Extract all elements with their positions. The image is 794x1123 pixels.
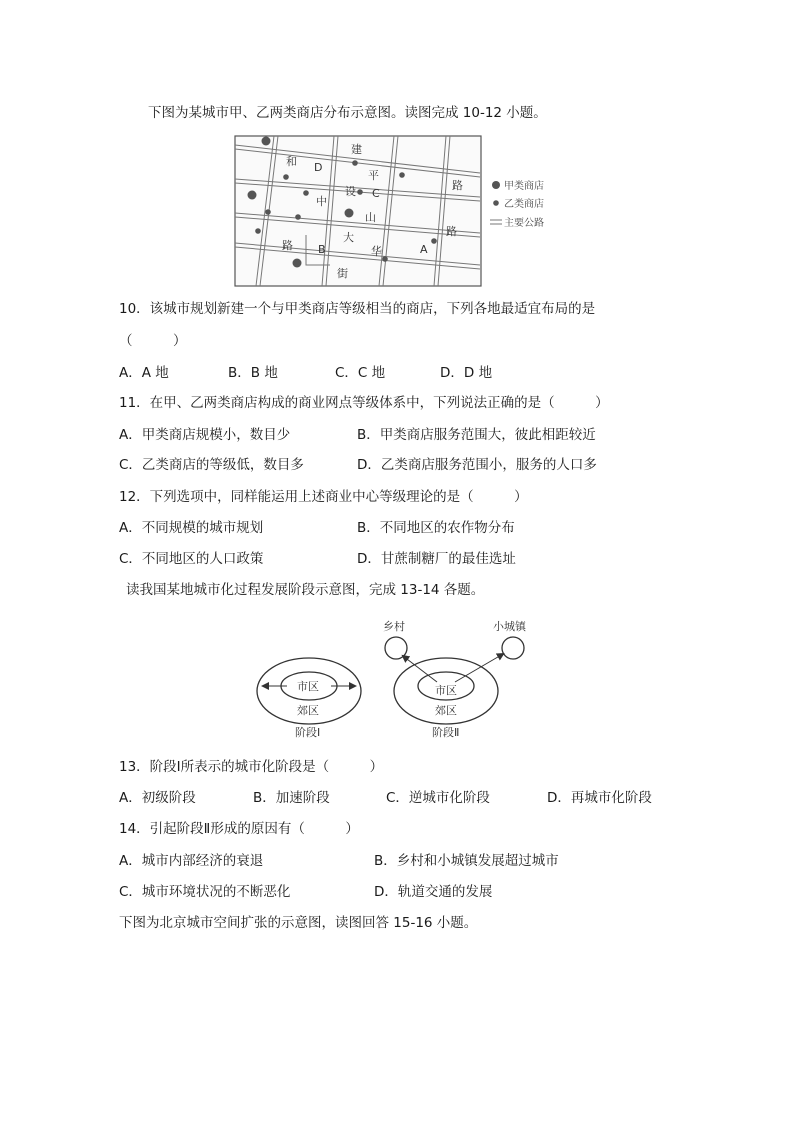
stage1-caption: 阶段Ⅰ — [295, 726, 321, 739]
map-label-A: A — [420, 243, 428, 256]
village-circle — [385, 637, 407, 659]
urbanization-stage-diagram — [255, 616, 545, 746]
q10-option-b[interactable]: B．B 地 — [228, 365, 278, 381]
stage1-city-label: 市区 — [297, 680, 319, 693]
map-label-jian: 建 — [351, 143, 362, 156]
q11-option-d[interactable]: D．乙类商店服务范围小，服务的人口多 — [357, 457, 597, 473]
map-label-C: C — [372, 187, 380, 200]
q12-option-b[interactable]: B．不同地区的农作物分布 — [357, 520, 515, 536]
q10-option-c[interactable]: C．C 地 — [335, 365, 386, 381]
q14-stem: 14．引起阶段Ⅱ形成的原因有（ ） — [119, 821, 359, 837]
q10-option-a[interactable]: A．A 地 — [119, 365, 169, 381]
map-label-lu-2: 路 — [446, 225, 457, 238]
map-label-she: 设 — [345, 185, 356, 198]
town-circle — [502, 637, 524, 659]
q10-option-d[interactable]: D．D 地 — [440, 365, 493, 381]
q14-option-d[interactable]: D．轨道交通的发展 — [374, 884, 493, 900]
shop-large — [248, 191, 257, 200]
q14-option-b[interactable]: B．乡村和小城镇发展超过城市 — [374, 853, 559, 869]
legend-large-dot — [492, 181, 500, 189]
shop-small — [382, 256, 388, 262]
shop-small — [357, 189, 363, 195]
q11-stem: 11．在甲、乙两类商店构成的商业网点等级体系中，下列说法正确的是（ ） — [119, 395, 609, 411]
q11-option-a[interactable]: A．甲类商店规模小，数目少 — [119, 427, 291, 443]
q10-stem: 10．该城市规划新建一个与甲类商店等级相当的商店，下列各地最适宜布局的是 — [119, 301, 596, 317]
map-label-ping: 平 — [368, 169, 379, 182]
intro-15-16: 下图为北京城市空间扩张的示意图，读图回答 15-16 小题。 — [119, 915, 478, 931]
q12-stem: 12．下列选项中，同样能运用上述商业中心等级理论的是（ ） — [119, 489, 528, 505]
stage1-suburb-label: 郊区 — [297, 704, 319, 717]
shop-small — [255, 228, 261, 234]
shop-small — [399, 172, 405, 178]
q14-option-c[interactable]: C．城市环境状况的不断恶化 — [119, 884, 291, 900]
stage2-caption: 阶段Ⅱ — [432, 726, 460, 739]
map-label-lu-3: 路 — [282, 239, 293, 252]
q13-option-d[interactable]: D．再城市化阶段 — [547, 790, 652, 806]
legend-label-1: 甲类商店 — [504, 181, 544, 192]
map-label-da: 大 — [343, 231, 354, 244]
shop-small — [303, 190, 309, 196]
q12-option-c[interactable]: C．不同地区的人口政策 — [119, 551, 264, 567]
q13-option-c[interactable]: C．逆城市化阶段 — [386, 790, 490, 806]
intro-13-14: 读我国某地城市化过程发展阶段示意图，完成 13-14 各题。 — [126, 582, 485, 598]
shop-small — [352, 160, 358, 166]
intro-10-12: 下图为某城市甲、乙两类商店分布示意图。读图完成 10-12 小题。 — [148, 105, 547, 121]
q13-option-a[interactable]: A．初级阶段 — [119, 790, 196, 806]
legend-small-dot — [493, 200, 499, 206]
q12-option-a[interactable]: A．不同规模的城市规划 — [119, 520, 264, 536]
shop-large — [262, 137, 271, 146]
map-label-D: D — [314, 161, 323, 174]
shop-small — [283, 174, 289, 180]
map-label-lu-1: 路 — [452, 179, 463, 192]
shop-distribution-map — [234, 135, 568, 287]
map-label-jie: 街 — [337, 267, 348, 280]
stage2-arrow-town — [455, 654, 503, 682]
q12-option-d[interactable]: D．甘蔗制糖厂的最佳选址 — [357, 551, 516, 567]
map-label-zhong: 中 — [316, 195, 327, 208]
village-label: 乡村 — [383, 620, 405, 633]
legend-label-2: 乙类商店 — [504, 199, 544, 210]
map-label-hua: 华 — [371, 245, 382, 258]
map-label-shan: 山 — [365, 211, 376, 224]
q11-option-c[interactable]: C．乙类商店的等级低，数目多 — [119, 457, 304, 473]
stage2-suburb-label: 郊区 — [435, 704, 457, 717]
q13-stem: 13．阶段Ⅰ所表示的城市化阶段是（ ） — [119, 759, 384, 775]
q11-option-b[interactable]: B．甲类商店服务范围大，彼此相距较近 — [357, 427, 596, 443]
stage2-city-label: 市区 — [435, 684, 457, 697]
map-label-B: B — [318, 243, 326, 256]
shop-large — [293, 259, 302, 268]
q10-stem-bracket: （ ） — [119, 333, 187, 349]
q14-option-a[interactable]: A．城市内部经济的衰退 — [119, 853, 264, 869]
q13-option-b[interactable]: B．加速阶段 — [253, 790, 330, 806]
map-legend — [490, 179, 544, 229]
town-label: 小城镇 — [493, 620, 526, 633]
shop-small — [295, 214, 301, 220]
shop-small — [265, 209, 271, 215]
shop-small — [431, 238, 437, 244]
legend-label-3: 主要公路 — [504, 218, 544, 229]
map-label-he: 和 — [286, 155, 297, 168]
shop-large — [345, 209, 354, 218]
